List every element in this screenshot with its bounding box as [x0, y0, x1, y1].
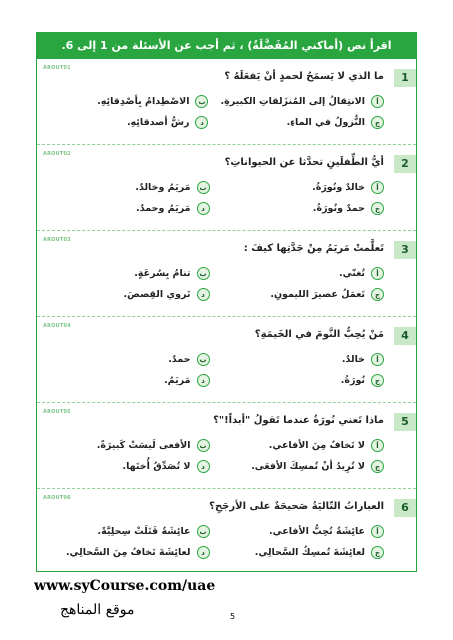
answer-option[interactable]	[220, 116, 384, 129]
answer-option[interactable]	[47, 267, 210, 280]
question-code: AROUT03	[43, 237, 71, 243]
question-number: 2	[394, 155, 416, 173]
option-letter-bubble[interactable]: ج	[371, 460, 384, 473]
option-letter-bubble[interactable]: د	[197, 374, 210, 387]
question-text: مَنْ يُحِبُّ النَّومَ في الخَيمَةِ؟	[254, 329, 384, 340]
option-letter-bubble[interactable]: ب	[197, 525, 210, 538]
option-letter-bubble[interactable]: ج	[371, 202, 384, 215]
option-letter-bubble[interactable]: أ	[371, 95, 384, 108]
option-text: لا تَخافُ مِنَ الأفاعي.	[268, 440, 365, 451]
answer-option[interactable]	[47, 95, 208, 108]
website-url[interactable]: www.syCourse.com/uae	[34, 578, 216, 594]
question-text: العباراتُ التّاليَةُ صَحيحَةٌ على الأرجَحِ؟	[209, 501, 384, 512]
option-letter-bubble[interactable]: د	[197, 202, 210, 215]
answer-option[interactable]	[47, 546, 210, 559]
question-block	[37, 317, 416, 403]
answer-option[interactable]	[47, 439, 210, 452]
question-block	[37, 231, 416, 317]
option-text: تنامُ بِسُرعَةٍ.	[134, 268, 191, 279]
option-letter-bubble[interactable]: د	[197, 460, 210, 473]
option-letter-bubble[interactable]: أ	[371, 353, 384, 366]
answer-options	[47, 439, 384, 473]
question-text: ما الذي لا يَسمَحُ لحمدٍ أنْ يَفعَلَهُ ؟	[224, 71, 384, 82]
option-text: عائِشَةُ تُحِبُّ الأفاعي.	[269, 526, 365, 537]
answer-options	[47, 353, 384, 387]
question-block	[37, 403, 416, 489]
question-code: AROUT02	[43, 151, 71, 157]
option-text: لا تُصَدِّقُ أُختَها.	[122, 461, 191, 472]
answer-option[interactable]	[47, 181, 210, 194]
answer-option[interactable]	[47, 288, 210, 301]
option-text: تَعمَلُ عصيرَ الليمونِ.	[270, 289, 365, 300]
answer-option[interactable]	[222, 546, 385, 559]
answer-option[interactable]	[47, 460, 210, 473]
answer-option[interactable]	[222, 439, 385, 452]
answer-option[interactable]	[222, 525, 385, 538]
option-letter-bubble[interactable]: ج	[371, 288, 384, 301]
option-text: الأفعى لَيسَتْ كَبيرَةً.	[96, 440, 191, 451]
option-text: لعائِشَةَ تُمسِكُ السَّحالِي.	[254, 547, 365, 558]
option-text: لعائِشَةَ تَخافُ مِنَ السَّحالِي.	[65, 547, 191, 558]
answer-options	[47, 181, 384, 215]
option-letter-bubble[interactable]: د	[195, 116, 208, 129]
answer-option[interactable]	[222, 353, 385, 366]
answer-option[interactable]	[222, 181, 385, 194]
option-text: تَروي القِصصَ.	[123, 289, 191, 300]
option-letter-bubble[interactable]: ب	[197, 181, 210, 194]
option-text: الاصْطِدامُ بِأصْدِقائِهِ.	[97, 96, 190, 107]
question-block	[37, 59, 416, 145]
answer-option[interactable]	[222, 267, 385, 280]
option-text: نُورَةُ.	[340, 375, 365, 386]
question-text: أيُّ الطِّفلَينِ تحدَّثا عن الحيواناتِ؟	[224, 157, 384, 168]
option-text: حمدٌ.	[168, 354, 191, 365]
option-letter-bubble[interactable]: أ	[371, 181, 384, 194]
option-text: خالدٌ ونُورَةُ.	[312, 182, 365, 193]
option-letter-bubble[interactable]: أ	[371, 267, 384, 280]
option-letter-bubble[interactable]: د	[197, 288, 210, 301]
answer-option[interactable]	[47, 202, 210, 215]
question-number: 4	[394, 327, 416, 345]
answer-option[interactable]	[47, 525, 210, 538]
option-text: خالدٌ.	[341, 354, 365, 365]
answer-option[interactable]	[222, 288, 385, 301]
question-code: AROUT01	[43, 65, 71, 71]
question-number: 5	[394, 413, 416, 431]
question-code: AROUT04	[43, 323, 71, 329]
answer-option[interactable]	[47, 353, 210, 366]
answer-option[interactable]	[222, 374, 385, 387]
option-text: عائِشَةُ قَتَلَتْ سِحلِيَّةً.	[97, 526, 191, 537]
site-name-arabic: موقع المناهج	[60, 602, 135, 618]
option-letter-bubble[interactable]: ب	[197, 353, 210, 366]
option-text: تُغنّي.	[338, 268, 365, 279]
answer-option[interactable]	[47, 374, 210, 387]
instructions-header: اقرأ نص (أماكني المُفَضَّلَةُ) ، ثم أجب عن الأسئلة من 1 إلى 6.	[37, 33, 416, 59]
option-text: رشُّ أصدقائِهِ.	[126, 117, 190, 128]
option-letter-bubble[interactable]: ب	[197, 439, 210, 452]
worksheet	[36, 32, 417, 572]
option-text: النُّزولُ في الماءِ.	[286, 117, 365, 128]
question-block	[37, 489, 416, 575]
answer-options	[47, 95, 384, 129]
option-text: الانتِقالُ إلى المُنزَلقاتِ الكبيرةِ.	[220, 96, 365, 107]
question-number: 3	[394, 241, 416, 259]
questions-list	[37, 59, 416, 575]
option-text: لا تُرِيدُ أنْ تُمسِكَ الأفعَى.	[251, 461, 365, 472]
question-code: AROUT06	[43, 495, 71, 501]
option-letter-bubble[interactable]: ب	[195, 95, 208, 108]
question-number: 6	[394, 499, 416, 517]
question-block	[37, 145, 416, 231]
option-letter-bubble[interactable]: ب	[197, 267, 210, 280]
answer-option[interactable]	[222, 460, 385, 473]
option-letter-bubble[interactable]: د	[197, 546, 210, 559]
answer-option[interactable]	[220, 95, 384, 108]
answer-option[interactable]	[47, 116, 208, 129]
option-letter-bubble[interactable]: ج	[371, 374, 384, 387]
option-text: مَريَمُ وخالدٌ.	[135, 182, 191, 193]
option-letter-bubble[interactable]: أ	[371, 525, 384, 538]
option-text: مَريَمُ.	[164, 375, 191, 386]
page-number: 5	[230, 612, 236, 621]
option-letter-bubble[interactable]: ج	[371, 116, 384, 129]
answer-options	[47, 525, 384, 559]
option-letter-bubble[interactable]: أ	[371, 439, 384, 452]
question-code: AROUT05	[43, 409, 71, 415]
option-text: حمدٌ ونُورَةُ.	[312, 203, 365, 214]
answer-option[interactable]	[222, 202, 385, 215]
answer-options	[47, 267, 384, 301]
question-text: ماذا تَعني نُورَةُ عندما تَقولُ "أبداً!"؟	[213, 415, 384, 426]
question-text: تَعلَّمتْ مَريَمُ مِنْ جَدَّتِها كيفَ :	[243, 243, 384, 254]
question-number: 1	[394, 69, 416, 87]
option-letter-bubble[interactable]: ج	[371, 546, 384, 559]
option-text: مَريَمُ وحمدٌ.	[136, 203, 191, 214]
